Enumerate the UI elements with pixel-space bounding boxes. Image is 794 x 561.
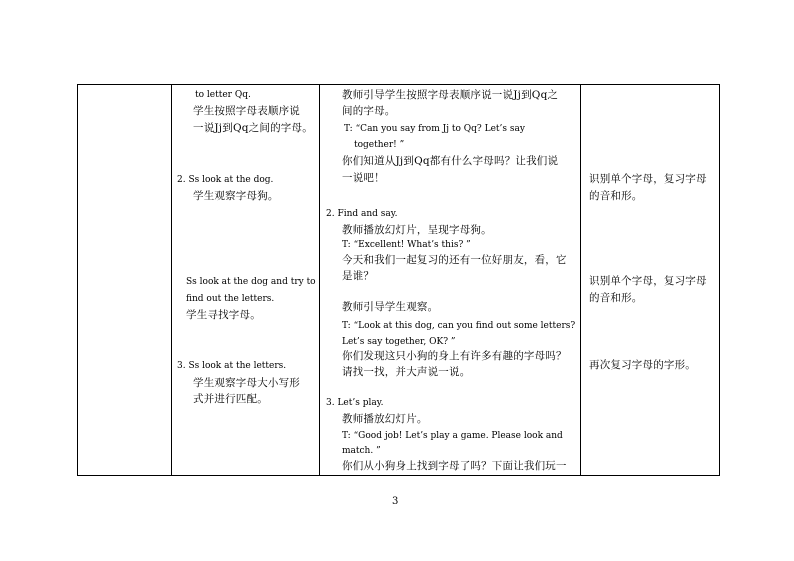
student-activity-line: 学生观察字母狗。 [193, 190, 279, 202]
teacher-activity-line: 你们发现这只小狗的身上有许多有趣的字母吗？ [342, 350, 567, 362]
student-activity-line: 式并进行匹配。 [193, 393, 268, 405]
student-activity-line: 3. Ss look at the letters. [177, 361, 287, 371]
teacher-activity-line: 教师播放幻灯片，呈现字母狗。 [342, 224, 492, 236]
column-divider-2 [319, 85, 320, 475]
student-activity-line: 一说Jj到Qq之间的字母。 [193, 122, 313, 134]
student-activity-line: 学生寻找字母。 [186, 309, 261, 321]
purpose-line: 识别单个字母，复习字母 [589, 173, 707, 185]
student-activity-line: 2. Ss look at the dog. [177, 175, 274, 185]
purpose-line: 的音和形。 [589, 190, 643, 202]
student-activity-line: find out the letters. [186, 294, 275, 304]
column-divider-3 [580, 85, 581, 475]
teacher-activity-line: T: “Excellent! What’s this? ” [342, 240, 471, 250]
teacher-activity-line: 教师引导学生按照字母表顺序说一说Jj到Qq之 [342, 89, 559, 101]
column-divider-1 [171, 85, 172, 475]
teacher-activity-line: Let’s say together, OK? ” [342, 337, 456, 347]
student-activity-line: Ss look at the dog and try to [186, 277, 316, 287]
student-activity-line: 学生观察字母大小写形 [193, 377, 300, 389]
page-number: 3 [392, 496, 399, 507]
teacher-activity-line: T: “Look at this dog, can you find out some letters? [342, 321, 576, 331]
teacher-activity-line: T: “Good job! Let’s play a game. Please look and [342, 431, 563, 441]
student-activity-line: to letter Qq. [195, 90, 251, 100]
teacher-activity-line: 教师引导学生观察。 [342, 301, 439, 313]
purpose-line: 再次复习字母的字形。 [589, 359, 696, 371]
teacher-activity-line: 今天和我们一起复习的还有一位好朋友，看，它 [342, 254, 567, 266]
student-activity-line: 学生按照字母表顺序说 [193, 105, 300, 117]
purpose-line: 的音和形。 [589, 292, 643, 304]
teacher-activity-line: 3. Let’s play. [326, 398, 384, 408]
teacher-activity-line: 间的字母。 [342, 105, 396, 117]
teacher-activity-line: 教师播放幻灯片。 [342, 413, 428, 425]
teacher-activity-line: 你们知道从Jj到Qq都有什么字母吗？让我们说 [342, 155, 559, 167]
purpose-line: 识别单个字母，复习字母 [589, 275, 707, 287]
teacher-activity-line: T: “Can you say from Jj to Qq? Let’s say [344, 124, 525, 134]
teacher-activity-line: match. ” [342, 446, 381, 456]
teacher-activity-line: 你们从小狗身上找到字母了吗？下面让我们玩一 [342, 460, 567, 472]
teacher-activity-line: 2. Find and say. [326, 209, 398, 219]
teacher-activity-line: 是谁？ [342, 270, 375, 282]
teacher-activity-line: 请找一找，并大声说一说。 [342, 366, 471, 378]
teacher-activity-line: together! ” [354, 140, 405, 150]
teacher-activity-line: 一说吧！ [342, 172, 385, 184]
